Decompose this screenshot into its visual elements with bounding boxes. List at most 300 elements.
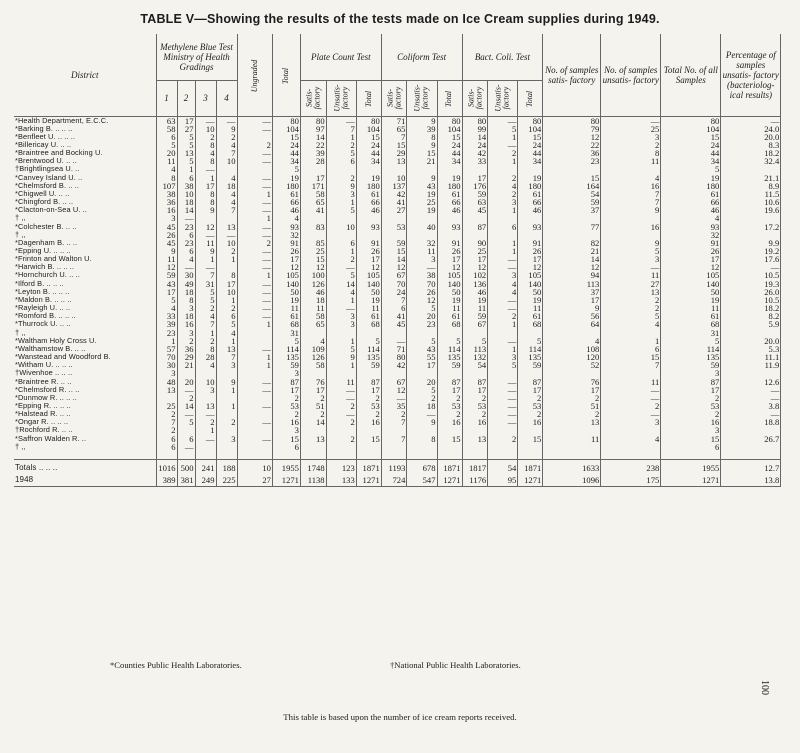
table-cell: 12 [437, 263, 462, 271]
table-cell [237, 133, 272, 141]
table-cell: 43 [407, 182, 437, 190]
table-cell: 19.6 [721, 206, 781, 214]
header-plate-unsatisfactory: Unsatis- factory [326, 80, 356, 116]
table-cell: 16 [156, 206, 177, 214]
table-cell: 70 [156, 353, 177, 361]
table-cell: 26 [156, 231, 177, 239]
table-cell: 140 [437, 280, 462, 288]
table-cell: 3 [177, 329, 195, 337]
district-name: *Braintree R. .. .. [14, 378, 156, 386]
table-cell: 19.3 [721, 280, 781, 288]
table-cell: 9 [601, 206, 661, 214]
table-cell: — [237, 304, 272, 312]
table-cell: 37 [543, 206, 601, 214]
table-cell: 26 [272, 247, 300, 255]
table-cell [407, 165, 437, 173]
table-cell: 12 [156, 263, 177, 271]
table-cell: 53 [462, 402, 488, 410]
table-title: TABLE V—Showing the results of the tests made on Ice Cream supplies during 1949. [140, 12, 660, 26]
table-cell: 25 [601, 125, 661, 133]
header-grade-1: 1 [156, 80, 177, 116]
table-cell: 3 [326, 190, 356, 198]
table-cell: 17 [195, 182, 216, 190]
table-cell [381, 231, 407, 239]
table-cell: 28 [195, 353, 216, 361]
table-cell [195, 394, 216, 402]
table-cell: 9 [326, 353, 356, 361]
table-cell: 7 [381, 418, 407, 426]
table-cell: 3.8 [721, 402, 781, 410]
table-cell: 18 [300, 296, 326, 304]
table-cell: 14 [300, 418, 326, 426]
table-cell [237, 329, 272, 337]
table-cell: 5 [326, 206, 356, 214]
table-cell: 1 [488, 320, 518, 328]
table-cell: 3 [216, 435, 237, 443]
table-cell: — [381, 337, 407, 345]
table-cell: 2 [195, 304, 216, 312]
table-cell: 15 [661, 435, 721, 443]
table-cell: 133 [326, 476, 356, 487]
table-cell: 180 [437, 182, 462, 190]
table-cell: 17 [661, 255, 721, 263]
table-cell: 2 [488, 149, 518, 157]
table-cell: 8 [156, 174, 177, 182]
table-cell: 15 [661, 133, 721, 141]
table-cell [177, 369, 195, 377]
table-cell: 17 [272, 255, 300, 263]
table-cell: 41 [381, 198, 407, 206]
table-cell: 21 [177, 361, 195, 369]
table-cell: 13 [381, 157, 407, 165]
table-cell: 102 [462, 271, 488, 279]
table-cell: 2 [488, 190, 518, 198]
table-cell: 1 [195, 255, 216, 263]
table-cell: 11 [601, 378, 661, 386]
table-cell: 5 [195, 288, 216, 296]
table-cell: 135 [661, 353, 721, 361]
table-cell: 43 [407, 345, 437, 353]
table-row [14, 345, 781, 353]
table-cell: 2 [326, 141, 356, 149]
table-cell [381, 329, 407, 337]
table-cell: 91 [437, 239, 462, 247]
table-cell: 50 [356, 288, 381, 296]
table-cell [300, 443, 326, 451]
table-cell: — [237, 435, 272, 443]
table-cell: 1271 [661, 476, 721, 487]
table-cell: 9 [195, 247, 216, 255]
table-cell: 66 [437, 198, 462, 206]
table-cell: 17 [518, 386, 543, 394]
table-cell: 25 [462, 247, 488, 255]
table-cell [518, 165, 543, 173]
table-cell [407, 231, 437, 239]
table-row [14, 426, 781, 434]
table-cell: 12 [195, 223, 216, 231]
table-cell: 114 [518, 345, 543, 353]
table-row [14, 198, 781, 206]
table-cell: — [721, 410, 781, 418]
table-cell: 35 [381, 402, 407, 410]
table-cell [543, 165, 601, 173]
table-cell: 45 [462, 206, 488, 214]
table-cell: 2 [326, 418, 356, 426]
table-cell [216, 443, 237, 451]
table-cell: — [488, 116, 518, 125]
table-cell: 4 [216, 141, 237, 149]
table-cell: 50 [437, 288, 462, 296]
table-cell: 91 [661, 239, 721, 247]
table-row [14, 329, 781, 337]
table-cell: 71 [381, 116, 407, 125]
table-cell [518, 426, 543, 434]
table-cell: 13 [177, 149, 195, 157]
table-cell: 15 [407, 149, 437, 157]
table-cell: 17 [543, 386, 601, 394]
table-cell: 17 [156, 288, 177, 296]
table-cell: 2 [356, 394, 381, 402]
table-cell: — [195, 165, 216, 173]
table-cell [437, 369, 462, 377]
district-name: *Leyton B. .. .. .. [14, 288, 156, 296]
table-cell: 7 [216, 206, 237, 214]
table-cell: 46 [518, 206, 543, 214]
table-cell: 1271 [356, 476, 381, 487]
table-cell: 10 [381, 174, 407, 182]
table-cell: — [601, 386, 661, 394]
table-cell: 63 [156, 116, 177, 125]
table-cell: — [237, 247, 272, 255]
table-cell [356, 214, 381, 222]
table-cell: 9 [216, 378, 237, 386]
table-cell: 22 [543, 141, 601, 149]
table-cell: 87 [518, 378, 543, 386]
table-cell: 238 [601, 459, 661, 476]
table-cell: 1633 [543, 459, 601, 476]
table-cell: 5 [407, 386, 437, 394]
table-cell: 140 [661, 280, 721, 288]
table-row [14, 149, 781, 157]
table-cell: 31 [661, 329, 721, 337]
table-cell: 36 [156, 198, 177, 206]
table-cell: 2 [177, 337, 195, 345]
table-cell: 11 [601, 271, 661, 279]
table-cell: 36 [543, 149, 601, 157]
table-cell: — [326, 304, 356, 312]
table-cell: 10.5 [721, 271, 781, 279]
table-row [14, 263, 781, 271]
table-cell [300, 231, 326, 239]
table-cell: 2 [488, 312, 518, 320]
table-cell: 11 [518, 304, 543, 312]
table-cell: 11 [356, 304, 381, 312]
table-row [14, 141, 781, 149]
district-name: *Waltham Holy Cross U. [14, 337, 156, 345]
district-name: † ,, [14, 329, 156, 337]
table-cell: 12.7 [721, 459, 781, 476]
table-cell: 14 [462, 133, 488, 141]
table-cell: 104 [661, 125, 721, 133]
table-cell: 9 [407, 116, 437, 125]
table-cell: 10 [216, 157, 237, 165]
table-cell: 56 [543, 312, 601, 320]
table-cell: 114 [356, 345, 381, 353]
table-cell [518, 443, 543, 451]
table-cell [721, 369, 781, 377]
table-cell: 8 [601, 149, 661, 157]
table-cell: 105 [518, 271, 543, 279]
table-cell: 58 [300, 312, 326, 320]
table-cell: 16 [601, 223, 661, 231]
table-cell: — [177, 443, 195, 451]
table-cell: 17 [462, 174, 488, 182]
table-cell: 5 [488, 361, 518, 369]
table-cell: 87 [272, 378, 300, 386]
table-cell: 26 [661, 247, 721, 255]
table-cell: 5 [661, 165, 721, 173]
table-cell: 7 [216, 149, 237, 157]
table-cell: 24 [661, 141, 721, 149]
table-cell: — [326, 386, 356, 394]
table-cell [326, 329, 356, 337]
table-cell: 36 [177, 345, 195, 353]
table-row [14, 320, 781, 328]
table-cell: 34 [661, 157, 721, 165]
district-name: *Colchester B. .. .. [14, 223, 156, 231]
table-cell: 4 [488, 182, 518, 190]
table-cell: 12 [381, 386, 407, 394]
table-cell [437, 329, 462, 337]
table-cell: 10 [195, 378, 216, 386]
table-cell [326, 231, 356, 239]
table-cell: 1 [488, 206, 518, 214]
table-cell: 67 [381, 378, 407, 386]
table-cell: 18 [407, 402, 437, 410]
district-name: *Dunmow R. .. .. .. [14, 394, 156, 402]
table-cell: 3 [601, 133, 661, 141]
table-cell [721, 329, 781, 337]
table-cell: — [237, 206, 272, 214]
table-cell: 17 [518, 255, 543, 263]
table-cell: 14 [326, 280, 356, 288]
table-cell: 66 [518, 198, 543, 206]
table-cell: 5 [177, 418, 195, 426]
table-cell: 3 [195, 386, 216, 394]
table-cell: 42 [381, 190, 407, 198]
header-total-samples: Total No. of all Samples [661, 34, 721, 116]
table-cell: 29 [381, 149, 407, 157]
table-cell: 27 [601, 280, 661, 288]
table-cell: 2 [156, 410, 177, 418]
table-cell: 5 [156, 141, 177, 149]
table-cell [356, 369, 381, 377]
table-row [14, 312, 781, 320]
table-cell [407, 369, 437, 377]
table-cell: 1 [237, 214, 272, 222]
table-cell: 46 [437, 206, 462, 214]
table-cell: 19 [518, 174, 543, 182]
table-cell: 8 [216, 271, 237, 279]
table-cell: 180 [661, 182, 721, 190]
header-bact-unsatisfactory: Unsatis- factory [488, 80, 518, 116]
table-cell: 5 [195, 296, 216, 304]
table-cell: 5 [326, 149, 356, 157]
table-cell: 17 [300, 174, 326, 182]
table-cell: 87 [356, 378, 381, 386]
table-cell: 12 [272, 263, 300, 271]
table-cell: 61 [437, 312, 462, 320]
table-cell: 12 [543, 263, 601, 271]
table-cell: 58 [300, 190, 326, 198]
table-cell: 19 [356, 174, 381, 182]
table-cell: 12 [381, 263, 407, 271]
table-cell: 21 [407, 157, 437, 165]
table-cell: 59 [661, 361, 721, 369]
table-cell: 61 [356, 190, 381, 198]
table-cell: — [237, 198, 272, 206]
table-cell [488, 231, 518, 239]
table-cell: 12 [543, 133, 601, 141]
table-cell: 1 [488, 157, 518, 165]
table-cell: — [601, 394, 661, 402]
table-cell: 19 [462, 296, 488, 304]
table-cell: 71 [381, 345, 407, 353]
table-cell: 31 [272, 329, 300, 337]
table-cell: 23 [543, 157, 601, 165]
table-cell: 53 [518, 402, 543, 410]
table-cell: 20 [407, 312, 437, 320]
table-cell: 32 [661, 231, 721, 239]
table-cell: 3 [272, 426, 300, 434]
table-cell: 11 [407, 247, 437, 255]
table-cell: 52 [543, 361, 601, 369]
table-cell: 90 [462, 239, 488, 247]
table-cell: 24 [437, 141, 462, 149]
table-cell: 99 [462, 125, 488, 133]
table-cell: — [177, 214, 195, 222]
table-cell: 724 [381, 476, 407, 487]
table-cell: 5 [407, 304, 437, 312]
footnote-county: *Counties Public Health Laboratories. [110, 660, 242, 670]
table-cell [488, 165, 518, 173]
table-cell [721, 443, 781, 451]
table-cell: 104 [437, 125, 462, 133]
results-table [14, 34, 781, 487]
table-cell: 1871 [356, 459, 381, 476]
table-cell: 381 [177, 476, 195, 487]
table-cell: 4 [272, 214, 300, 222]
table-cell: 6 [216, 312, 237, 320]
table-cell: 2 [661, 410, 721, 418]
table-cell: 32 [407, 239, 437, 247]
table-cell: 5 [661, 337, 721, 345]
table-cell [356, 165, 381, 173]
table-cell: 66 [356, 198, 381, 206]
table-cell: 19 [661, 296, 721, 304]
table-row [14, 239, 781, 247]
table-cell: 2 [326, 255, 356, 263]
table-cell: 10 [216, 288, 237, 296]
table-row [14, 116, 781, 125]
table-cell: 2 [237, 141, 272, 149]
table-cell: 114 [661, 345, 721, 353]
table-cell [381, 369, 407, 377]
table-cell: 82 [543, 239, 601, 247]
table-cell: 11 [300, 304, 326, 312]
table-cell: 6 [177, 247, 195, 255]
table-cell: — [237, 386, 272, 394]
table-cell [462, 329, 488, 337]
table-cell: 25 [156, 402, 177, 410]
table-cell: 68 [437, 320, 462, 328]
table-cell: 42 [381, 361, 407, 369]
table-cell: 13 [543, 418, 601, 426]
table-cell: 53 [381, 223, 407, 231]
table-cell [195, 214, 216, 222]
table-cell [462, 214, 488, 222]
header-methylene-total: Total [272, 34, 300, 116]
table-cell: 6 [177, 231, 195, 239]
table-cell: 5 [462, 337, 488, 345]
table-cell [488, 443, 518, 451]
table-cell: 11.9 [721, 361, 781, 369]
table-cell: 105 [272, 271, 300, 279]
table-cell: — [488, 378, 518, 386]
table-cell: 1193 [381, 459, 407, 476]
table-cell [543, 214, 601, 222]
table-cell: 1 [195, 426, 216, 434]
table-cell: 25 [407, 198, 437, 206]
table-cell: 20.0 [721, 337, 781, 345]
table-cell: 171 [300, 182, 326, 190]
table-cell [518, 214, 543, 222]
table-cell: — [488, 304, 518, 312]
table-row [14, 361, 781, 369]
table-cell: 8 [407, 435, 437, 443]
table-cell: 25 [300, 247, 326, 255]
table-cell: 61 [437, 190, 462, 198]
table-cell: 59 [518, 361, 543, 369]
table-cell: 59 [437, 361, 462, 369]
table-cell [488, 329, 518, 337]
table-cell: 1 [216, 255, 237, 263]
table-cell: 4 [661, 214, 721, 222]
table-cell: 135 [356, 353, 381, 361]
table-cell [326, 369, 356, 377]
table-cell: 4 [156, 304, 177, 312]
table-cell: 16 [462, 418, 488, 426]
table-cell [156, 394, 177, 402]
district-name: *Chelmsford R. .. .. [14, 386, 156, 394]
table-cell [195, 443, 216, 451]
table-cell [518, 231, 543, 239]
table-cell: 16 [601, 182, 661, 190]
table-cell [237, 410, 272, 418]
table-cell: 7 [381, 133, 407, 141]
table-cell: — [237, 296, 272, 304]
table-cell: 5 [156, 296, 177, 304]
table-row [14, 410, 781, 418]
table-cell: 2 [300, 394, 326, 402]
table-cell: 10 [177, 190, 195, 198]
table-cell: 135 [437, 353, 462, 361]
table-cell: 61 [272, 312, 300, 320]
table-cell: 19 [272, 296, 300, 304]
table-cell: — [488, 337, 518, 345]
district-name: *Health Department, E.C.C. [14, 116, 156, 125]
table-cell [543, 329, 601, 337]
